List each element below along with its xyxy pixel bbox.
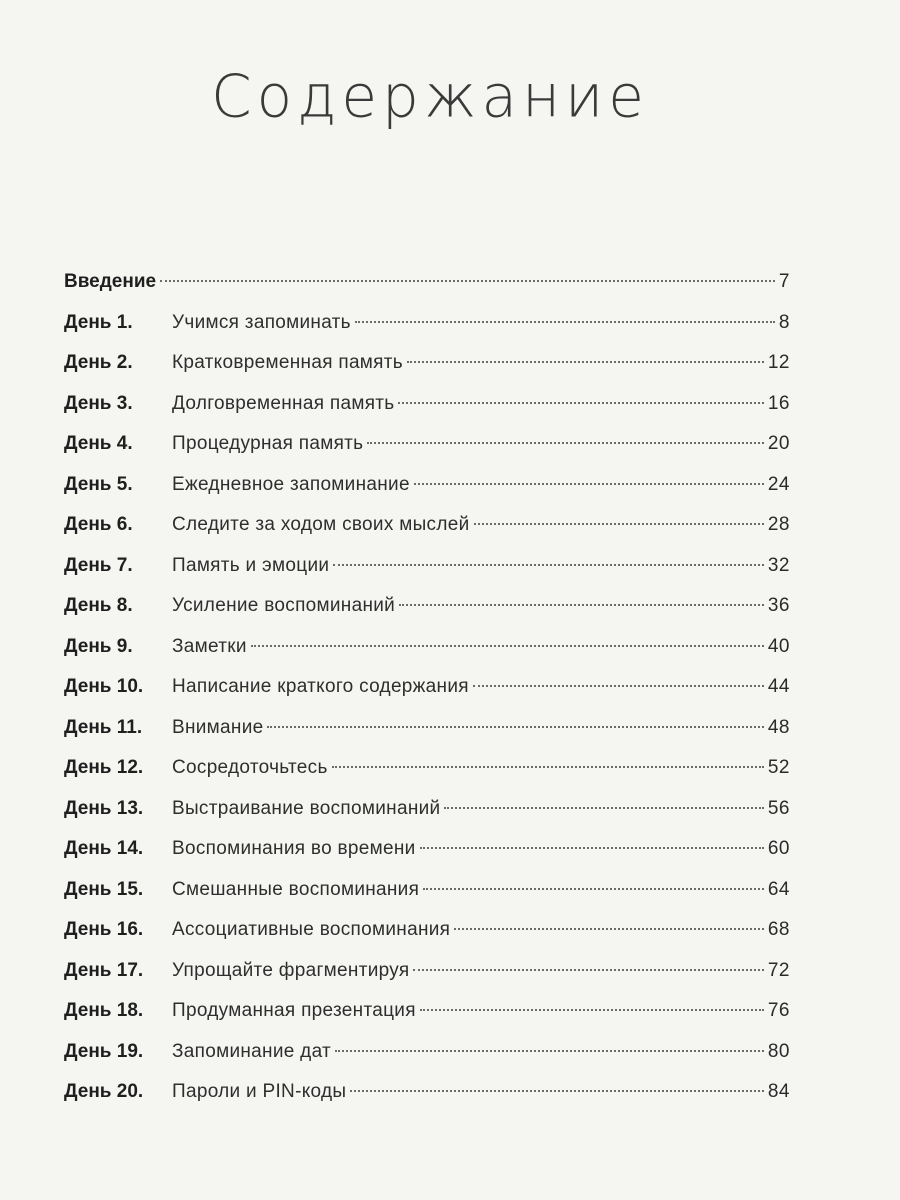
toc-day-label: День 4. — [64, 433, 133, 454]
toc-entry-title: Кратковременная память — [172, 352, 403, 373]
toc-page-number: 28 — [767, 514, 790, 535]
toc-day-label: День 18. — [64, 1000, 144, 1021]
toc-day-label: День 1. — [64, 311, 133, 333]
toc-page-number: 20 — [767, 433, 790, 454]
toc-day-label: День 15. — [64, 878, 144, 900]
toc-entry-title: Долговременная память — [172, 392, 395, 414]
dot-leader — [399, 604, 764, 606]
toc-page-number: 36 — [767, 595, 790, 616]
toc-day-label: День 9. — [64, 635, 133, 657]
toc-page-number: 72 — [767, 959, 790, 981]
toc-entry-title: Пароли и PIN-коды — [172, 1081, 347, 1102]
toc-entry — [64, 1032, 790, 1073]
dot-leader — [251, 645, 764, 647]
dot-leader — [367, 442, 763, 444]
toc-entry-title: Сосредоточьтесь — [172, 757, 328, 778]
dot-leader — [423, 888, 764, 890]
toc-entry — [64, 829, 790, 870]
toc-page-number: 52 — [767, 757, 790, 778]
dot-leader — [333, 564, 764, 566]
toc-entry-title: Усиление воспоминаний — [172, 595, 396, 616]
toc-page-number: 16 — [767, 392, 790, 414]
toc-entry — [64, 667, 790, 708]
toc-page-number: 84 — [767, 1081, 790, 1102]
toc-day-label: День 16. — [64, 919, 144, 940]
toc-entry — [64, 303, 790, 344]
toc-entry — [64, 586, 790, 627]
toc-entry-title: Процедурная память — [172, 433, 364, 454]
dot-leader — [444, 807, 763, 809]
toc-day-label: День 19. — [64, 1040, 144, 1062]
toc-entry — [64, 627, 790, 668]
dot-leader — [473, 685, 764, 687]
toc-day-label: День 8. — [64, 595, 133, 616]
toc-day-label: День 13. — [64, 797, 144, 819]
toc-day-label: День 17. — [64, 959, 144, 981]
dot-leader — [350, 1090, 764, 1092]
toc-entry — [64, 343, 790, 384]
toc-day-label: День 12. — [64, 757, 144, 778]
toc-entry — [64, 789, 790, 830]
toc-entry — [64, 991, 790, 1032]
toc-entry-title: Запоминание дат — [172, 1040, 332, 1062]
toc-entry-title: Продуманная презентация — [172, 1000, 416, 1021]
toc-entry-title: Память и эмоции — [172, 554, 330, 576]
page-title: Содержание — [211, 61, 649, 131]
toc-page-number: 40 — [767, 635, 790, 657]
toc-page-number: 64 — [767, 878, 790, 900]
toc-entry — [64, 951, 790, 992]
toc-entry-title: Учимся запоминать — [172, 311, 351, 333]
toc-page-number: 24 — [767, 473, 790, 495]
toc-entry-title: Упрощайте фрагментируя — [172, 959, 410, 981]
toc-page-number: 48 — [767, 716, 790, 738]
toc-day-label: День 14. — [64, 838, 144, 859]
toc-entry-title: Ежедневное запоминание — [172, 473, 410, 495]
toc-entry — [64, 708, 790, 749]
toc-day-label: День 20. — [64, 1081, 144, 1102]
dot-leader — [407, 361, 764, 363]
toc-entry-title: Смешанные воспоминания — [172, 878, 420, 900]
dot-leader — [420, 847, 764, 849]
dot-leader — [414, 483, 764, 485]
toc-entry — [64, 748, 790, 789]
dot-leader — [160, 280, 775, 282]
toc-day-label: День 11. — [64, 716, 143, 738]
toc-page-number: 80 — [767, 1040, 790, 1062]
toc-day-label: День 10. — [64, 676, 144, 697]
toc-page-number: 12 — [767, 352, 790, 373]
dot-leader — [398, 402, 763, 404]
toc-day-label: День 3. — [64, 392, 133, 414]
toc-day-label: День 7. — [64, 554, 133, 576]
toc-entry — [64, 546, 790, 587]
toc-day-label: День 5. — [64, 473, 133, 495]
toc-entry-title: Ассоциативные воспоминания — [172, 919, 451, 940]
toc-entry-title: Выстраивание воспоминаний — [172, 797, 441, 819]
dot-leader — [474, 523, 764, 525]
toc-day-label: День 2. — [64, 352, 133, 373]
toc-entry — [64, 505, 790, 546]
toc-entry-title: Воспоминания во времени — [172, 838, 416, 859]
dot-leader — [332, 766, 764, 768]
toc-entry — [64, 384, 790, 425]
dot-leader — [413, 969, 763, 971]
dot-leader — [355, 321, 775, 323]
toc-entry — [64, 910, 790, 951]
toc-page-number: 32 — [767, 554, 790, 576]
toc-entry — [64, 1072, 790, 1113]
toc-entry-title: Введение — [64, 271, 157, 292]
toc-entry — [64, 424, 790, 465]
toc-page-number: 7 — [778, 271, 790, 292]
table-of-contents — [64, 262, 790, 1113]
toc-entry-title: Заметки — [172, 635, 247, 657]
toc-page-number: 8 — [778, 311, 790, 333]
dot-leader — [335, 1050, 764, 1052]
toc-entry — [64, 870, 790, 911]
toc-entry-title: Внимание — [172, 716, 264, 738]
toc-entry — [64, 262, 790, 303]
toc-entry — [64, 465, 790, 506]
dot-leader — [267, 726, 763, 728]
dot-leader — [454, 928, 764, 930]
toc-entry-title: Написание краткого содержания — [172, 676, 469, 697]
toc-page-number: 56 — [767, 797, 790, 819]
dot-leader — [420, 1009, 764, 1011]
toc-entry-title: Следите за ходом своих мыслей — [172, 514, 470, 535]
toc-page-number: 44 — [767, 676, 790, 697]
toc-page-number: 76 — [767, 1000, 790, 1021]
toc-page-number: 68 — [767, 919, 790, 940]
toc-day-label: День 6. — [64, 514, 133, 535]
toc-page-number: 60 — [767, 838, 790, 859]
